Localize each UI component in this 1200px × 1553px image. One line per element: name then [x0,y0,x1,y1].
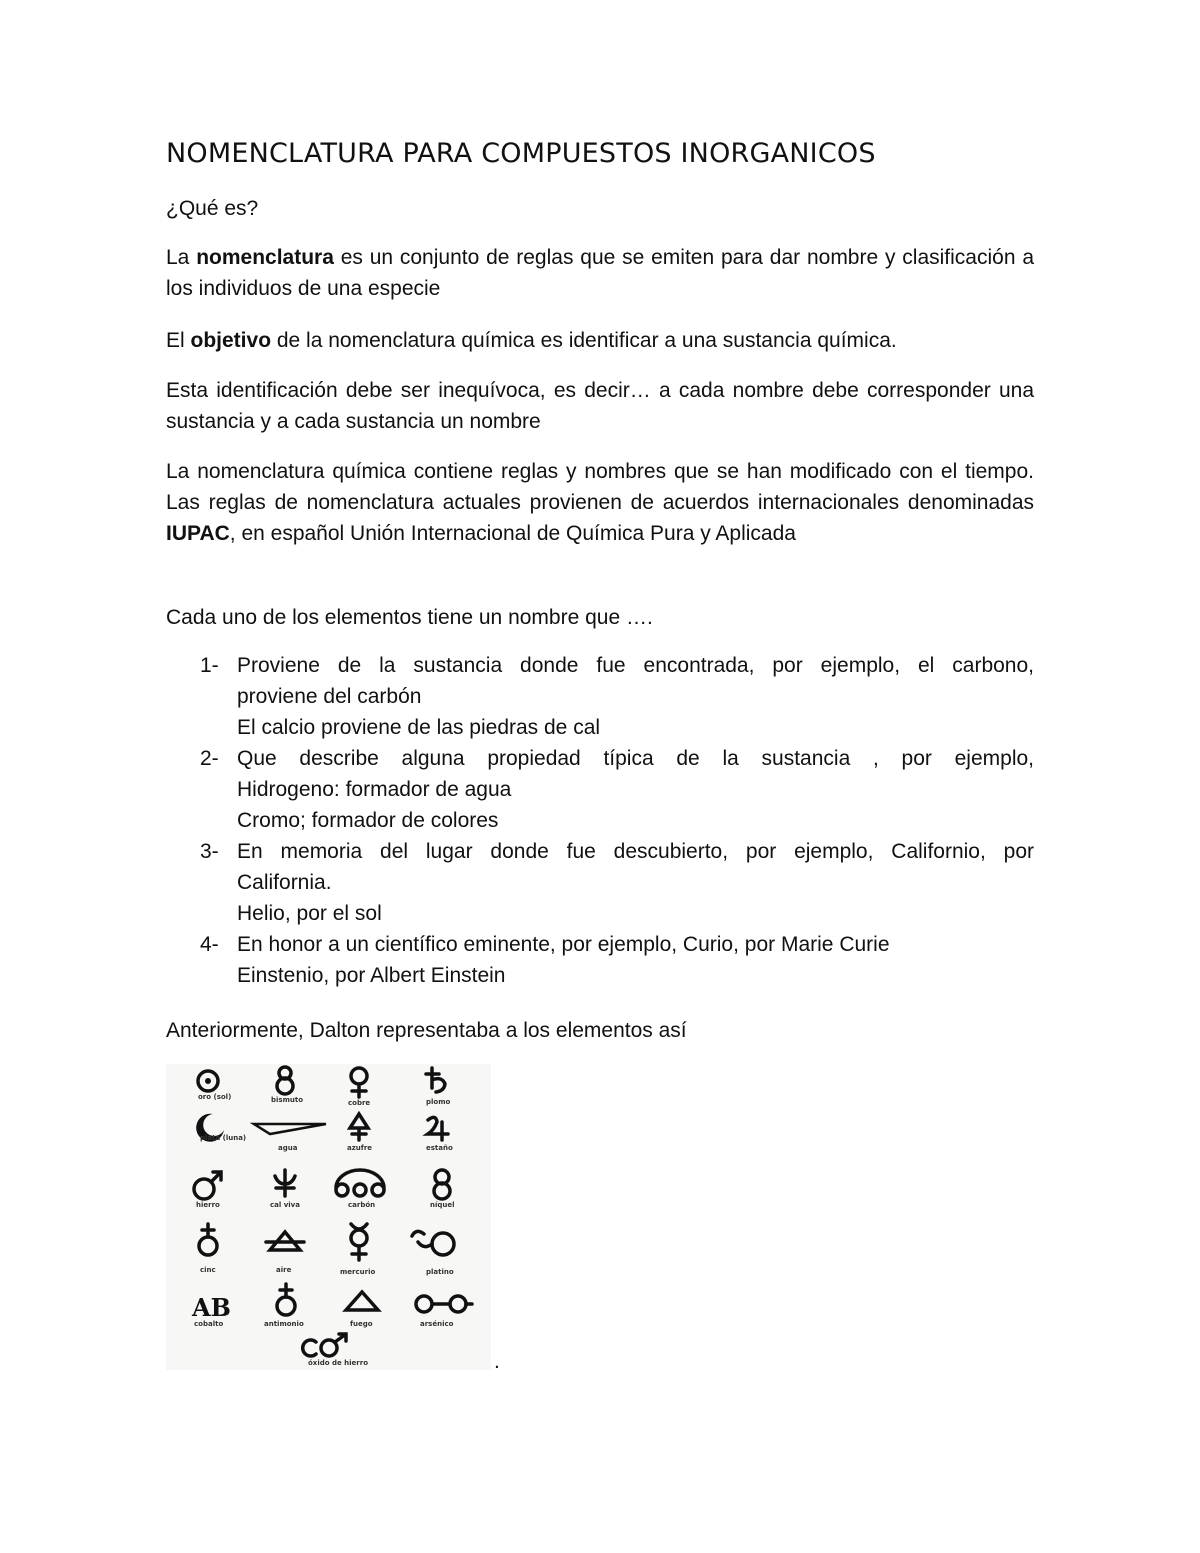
bold-term: IUPAC [166,522,230,545]
sulfur-symbol [347,1114,372,1152]
trailing-dot: . [494,1350,500,1373]
copper-venus-symbol [348,1068,370,1107]
label-fuego: fuego [350,1320,373,1328]
list-item [200,836,1034,929]
label-plata: plata (luna) [200,1134,247,1142]
quicklime-symbol [270,1170,300,1209]
question-heading: ¿Qué es? [166,197,259,220]
bold-term: nomenclatura [196,246,334,269]
list-number: 4- [200,933,219,956]
bismuth-symbol [271,1067,303,1104]
label-aire: aire [276,1266,292,1274]
label-cal-viva: cal viva [270,1201,300,1209]
arsenic-symbol [416,1296,472,1328]
list-line: Hidrogeno: formador de agua [237,778,512,801]
label-cobalto: cobalto [194,1320,224,1328]
list-line: En honor a un científico eminente, por ejemplo, Curio, por Marie Curie [237,933,890,956]
paragraph-identificacion: Esta identificación debe ser inequívoca, es decir… a cada nombre debe corresponder una sustancia y a cada sustancia un nombre [166,379,1034,433]
label-hierro: hierro [196,1201,220,1209]
list-line: Cromo; formador de colores [237,809,499,832]
list-line: Proviene de la sustancia donde fue encontrada, por ejemplo, el carbono, [237,654,1034,677]
label-antimonio: antimonio [264,1320,304,1328]
paragraph-objetivo [166,325,1034,356]
text-run: La nomenclatura química contiene reglas y nombres que se han modificado con el tiempo. Las reglas de nomenclatura actuales provienen de acuerdos internacionales denominadas [166,460,1034,514]
paragraph-nomenclatura [166,242,1034,304]
bold-term: objetivo [190,329,272,352]
paragraph-dalton: Anteriormente, Dalton representaba a los elementos así [166,1019,687,1042]
list-number: 1- [200,654,219,677]
antimony-symbol [264,1284,304,1328]
text-run: de la nomenclatura química es identificar a una sustancia química. [271,329,897,352]
tin-jupiter-symbol [426,1117,453,1152]
zinc-symbol [199,1224,217,1274]
platinum-symbol [412,1231,454,1276]
dalton-symbols-svg [166,1064,491,1370]
carbon-symbol [336,1170,384,1209]
label-platino: platino [426,1268,454,1276]
list-item [200,743,1034,836]
list-line: proviene del carbón [237,685,422,708]
label-arsenico: arsénico [420,1320,454,1328]
document-title: NOMENCLATURA PARA COMPUESTOS INORGANICOS [166,138,876,169]
air-symbol [266,1232,304,1274]
paragraph-iupac [166,456,1034,549]
text-run: La [166,246,197,269]
list-line: El calcio proviene de las piedras de cal [237,716,601,739]
gold-sun-symbol [198,1071,231,1101]
label-cinc: cinc [200,1266,216,1274]
fire-symbol [346,1292,378,1328]
list-number: 2- [200,747,219,770]
label-cobre: cobre [348,1099,371,1107]
list-line: Que describe alguna propiedad típica de la sustancia , por ejemplo, [237,747,1034,770]
label-oro: oro (sol) [198,1093,232,1101]
nickel-symbol [430,1170,455,1209]
list-item [200,650,1034,743]
numbered-list [200,650,1034,991]
dalton-symbols-image [166,1064,491,1370]
lead-saturn-symbol [426,1068,451,1106]
label-oxido: óxido de hierro [308,1359,369,1367]
label-plomo: plomo [426,1098,451,1106]
paragraph-elementos: Cada uno de los elementos tiene un nombre que …. [166,606,653,629]
list-line: Helio, por el sol [237,902,382,925]
iron-oxide-symbol [303,1334,369,1367]
cobalt-symbol [191,1293,231,1328]
label-agua: agua [278,1144,298,1152]
label-azufre: azufre [347,1144,373,1152]
mercury-symbol [340,1224,375,1276]
list-number: 3- [200,840,219,863]
label-estano: estaño [426,1144,453,1152]
list-line: Einstenio, por Albert Einstein [237,964,506,987]
list-line: En memoria del lugar donde fue descubierto, por ejemplo, Californio, por [237,840,1034,863]
text-run: El [166,329,191,352]
cobalt-glyph: AB [192,1293,231,1322]
text-run: , en español Unión Internacional de Química Pura y Aplicada [229,522,796,545]
water-symbol [254,1124,326,1152]
label-mercurio: mercurio [340,1268,376,1276]
silver-moon-symbol [196,1114,246,1142]
text-run: es un conjunto de reglas que se emiten para dar nombre y clasificación a los individuos de una especie [166,246,1034,300]
list-line: California. [237,871,332,894]
label-bismuto: bismuto [271,1096,304,1104]
iron-mars-symbol [194,1172,221,1209]
label-carbon: carbón [348,1201,376,1209]
list-item [200,929,1034,991]
label-niquel: níquel [430,1201,455,1209]
